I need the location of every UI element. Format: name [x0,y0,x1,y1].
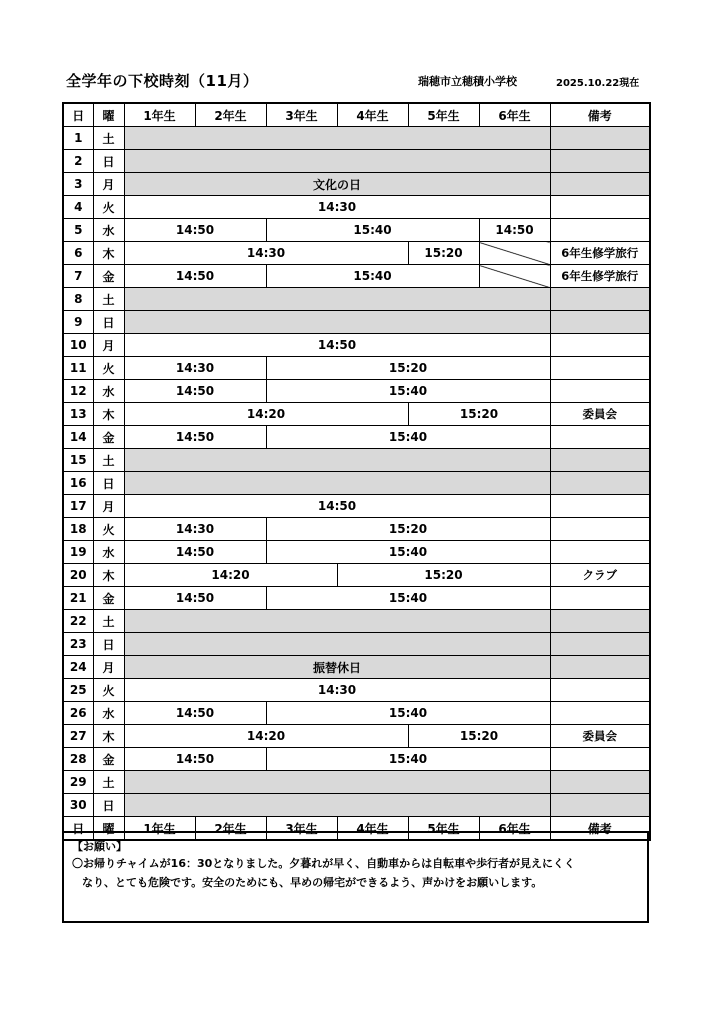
day-cell: 4 [63,196,93,219]
no-school-cell [124,288,550,311]
day-cell: 7 [63,265,93,288]
time-cell: 14:50 [124,426,266,449]
time-cell: 14:20 [124,403,408,426]
no-school-cell [124,472,550,495]
time-cell: 15:40 [266,748,550,771]
weekday-cell: 土 [93,771,124,794]
time-cell: 15:40 [266,380,550,403]
absent-slash-cell [479,242,550,265]
time-cell: 14:30 [124,679,550,702]
time-cell: 14:50 [124,219,266,242]
table-row [63,403,650,426]
column-header: 3年生 [266,103,337,127]
weekday-cell: 日 [93,633,124,656]
weekday-cell: 日 [93,794,124,817]
note-cell [550,679,650,702]
column-header: 5年生 [408,817,479,841]
note-cell [550,357,650,380]
day-cell: 27 [63,725,93,748]
day-cell: 30 [63,794,93,817]
day-cell: 23 [63,633,93,656]
weekday-cell: 日 [93,311,124,334]
table-row [63,219,650,242]
notice-line-1: 〇お帰りチャイムが16：30となりました。夕暮れが早く、自動車からは自転車や歩行者が見えにくく [72,857,576,870]
table-row [63,311,650,334]
time-cell: 14:50 [124,541,266,564]
weekday-cell: 日 [93,472,124,495]
note-cell: 委員会 [550,725,650,748]
note-cell [550,173,650,196]
time-cell: 15:40 [266,541,550,564]
day-cell: 13 [63,403,93,426]
column-header: 曜 [93,817,124,841]
column-header: 2年生 [195,817,266,841]
day-cell: 22 [63,610,93,633]
note-cell [550,587,650,610]
column-header: 4年生 [337,103,408,127]
notice-box [62,831,649,923]
time-cell: 14:50 [124,495,550,518]
column-header: 日 [63,817,93,841]
weekday-cell: 月 [93,495,124,518]
day-cell: 28 [63,748,93,771]
time-cell: 14:50 [124,334,550,357]
time-cell: 14:20 [124,564,337,587]
day-cell: 19 [63,541,93,564]
time-cell: 14:50 [124,702,266,725]
column-header: 6年生 [479,817,550,841]
no-school-cell [124,311,550,334]
notice-title: 【お願い】 [72,840,127,853]
column-header: 日 [63,103,93,127]
table-row [63,449,650,472]
weekday-cell: 木 [93,242,124,265]
day-cell: 10 [63,334,93,357]
table-row [63,702,650,725]
holiday-cell: 振替休日 [124,656,550,679]
column-header: 備考 [550,817,650,841]
note-cell [550,334,650,357]
day-cell: 20 [63,564,93,587]
no-school-cell [124,449,550,472]
time-cell: 15:40 [266,219,479,242]
table-row [63,472,650,495]
weekday-cell: 木 [93,564,124,587]
time-cell: 15:40 [266,426,550,449]
time-cell: 15:20 [408,403,550,426]
day-cell: 12 [63,380,93,403]
day-cell: 8 [63,288,93,311]
day-cell: 14 [63,426,93,449]
time-cell: 15:20 [408,725,550,748]
note-cell [550,127,650,150]
note-cell [550,288,650,311]
note-cell [550,518,650,541]
weekday-cell: 金 [93,748,124,771]
column-header: 備考 [550,103,650,127]
day-cell: 9 [63,311,93,334]
table-row [63,196,650,219]
table-row [63,357,650,380]
table-row [63,794,650,817]
time-cell: 14:30 [124,518,266,541]
day-cell: 5 [63,219,93,242]
weekday-cell: 金 [93,426,124,449]
as-of-date: 2025.10.22現在 [556,78,640,89]
day-cell: 24 [63,656,93,679]
note-cell: 6年生修学旅行 [550,242,650,265]
weekday-cell: 火 [93,357,124,380]
time-cell: 14:50 [124,265,266,288]
no-school-cell [124,771,550,794]
weekday-cell: 土 [93,610,124,633]
note-cell [550,311,650,334]
holiday-cell: 文化の日 [124,173,550,196]
page-title: 全学年の下校時刻（11月） [66,72,259,90]
weekday-cell: 土 [93,288,124,311]
weekday-cell: 日 [93,150,124,173]
day-cell: 18 [63,518,93,541]
day-cell: 25 [63,679,93,702]
column-header: 4年生 [337,817,408,841]
time-cell: 14:50 [124,380,266,403]
table-row [63,334,650,357]
table-row [63,564,650,587]
time-cell: 15:40 [266,702,550,725]
weekday-cell: 火 [93,518,124,541]
table-row [63,541,650,564]
day-cell: 17 [63,495,93,518]
time-cell: 14:50 [479,219,550,242]
day-cell: 21 [63,587,93,610]
time-cell: 15:40 [266,265,479,288]
weekday-cell: 火 [93,196,124,219]
table-row [63,610,650,633]
table-row [63,150,650,173]
note-cell [550,610,650,633]
day-cell: 3 [63,173,93,196]
schedule-body [63,103,650,840]
note-cell [550,472,650,495]
time-cell: 15:20 [408,242,479,265]
time-cell: 14:20 [124,725,408,748]
table-row [63,518,650,541]
time-cell: 15:40 [266,587,550,610]
table-row [63,633,650,656]
table-row [63,380,650,403]
weekday-cell: 月 [93,334,124,357]
notice-line-2: なり、とても危険です。安全のためにも、早めの帰宅ができるよう、声かけをお願いします。 [82,876,543,889]
table-row [63,288,650,311]
day-cell: 15 [63,449,93,472]
note-cell [550,702,650,725]
weekday-cell: 土 [93,127,124,150]
day-cell: 16 [63,472,93,495]
no-school-cell [124,150,550,173]
column-header: 5年生 [408,103,479,127]
note-cell: 6年生修学旅行 [550,265,650,288]
note-cell [550,196,650,219]
table-row [63,771,650,794]
note-cell [550,426,650,449]
no-school-cell [124,633,550,656]
note-cell [550,633,650,656]
time-cell: 15:20 [337,564,550,587]
column-header: 3年生 [266,817,337,841]
time-cell: 14:30 [124,357,266,380]
day-cell: 11 [63,357,93,380]
table-row [63,173,650,196]
table-row [63,656,650,679]
weekday-cell: 水 [93,380,124,403]
absent-slash-cell [479,265,550,288]
note-cell [550,495,650,518]
note-cell: 委員会 [550,403,650,426]
note-cell [550,150,650,173]
note-cell [550,771,650,794]
table-row [63,495,650,518]
weekday-cell: 木 [93,403,124,426]
note-cell: クラブ [550,564,650,587]
table-row [63,587,650,610]
day-cell: 2 [63,150,93,173]
weekday-cell: 水 [93,541,124,564]
table-row [63,725,650,748]
weekday-cell: 金 [93,587,124,610]
table-row [63,242,650,265]
weekday-cell: 水 [93,702,124,725]
weekday-cell: 火 [93,679,124,702]
table-row [63,426,650,449]
note-cell [550,380,650,403]
time-cell: 15:20 [266,357,550,380]
no-school-cell [124,127,550,150]
column-header: 2年生 [195,103,266,127]
column-header: 1年生 [124,817,195,841]
note-cell [550,656,650,679]
time-cell: 14:50 [124,587,266,610]
school-name: 瑞穂市立穂積小学校 [418,75,517,88]
note-cell [550,748,650,771]
table-row [63,748,650,771]
time-cell: 14:50 [124,748,266,771]
table-row [63,265,650,288]
time-cell: 15:20 [266,518,550,541]
note-cell [550,794,650,817]
weekday-cell: 月 [93,656,124,679]
note-cell [550,219,650,242]
day-cell: 29 [63,771,93,794]
no-school-cell [124,794,550,817]
column-header: 1年生 [124,103,195,127]
note-cell [550,449,650,472]
header-row [63,103,650,127]
note-cell [550,541,650,564]
day-cell: 26 [63,702,93,725]
table-row [63,127,650,150]
weekday-cell: 水 [93,219,124,242]
table-row [63,679,650,702]
time-cell: 14:30 [124,242,408,265]
weekday-cell: 木 [93,725,124,748]
no-school-cell [124,610,550,633]
day-cell: 1 [63,127,93,150]
weekday-cell: 月 [93,173,124,196]
column-header: 6年生 [479,103,550,127]
weekday-cell: 金 [93,265,124,288]
column-header: 曜 [93,103,124,127]
weekday-cell: 土 [93,449,124,472]
dismissal-schedule-table [62,102,651,841]
day-cell: 6 [63,242,93,265]
time-cell: 14:30 [124,196,550,219]
